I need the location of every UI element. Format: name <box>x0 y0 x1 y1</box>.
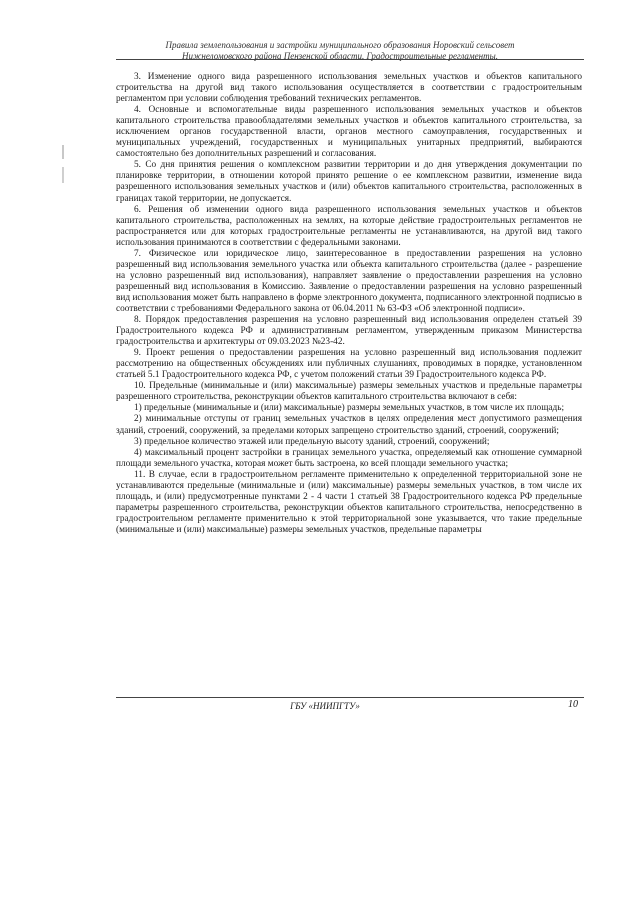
paragraph: 5. Со дня принятия решения о комплексном развитии территории и до дня утверждения документации по планировке территории, в отношении которой принято решение о ее комплексном развитии, изменение вида разрешенного использования земельных участков и (или) объектов капитального строительства, расположенных в границах такой территории, не допускается. <box>116 160 582 204</box>
header-line-2: Нижнеломовского района Пензенской области. Градостроительные регламенты. <box>182 51 498 61</box>
list-item: 3) предельное количество этажей или предельную высоту зданий, строений, сооружений; <box>134 436 490 447</box>
header-divider <box>116 59 584 60</box>
paragraph: 4. Основные и вспомогательные виды разрешенного использования земельных участков и объектов капитального строительства правообладателями земельных участков и объектов капитального строительства, за исключением органов государственной власти, органов местного самоуправления, государственных и муниципальных учреждений, государственных и муниципальных унитарных предприятий, выбираются самостоятельно без дополнительных разрешений и согласования. <box>116 105 582 160</box>
paragraph: 8. Порядок предоставления разрешения на условно разрешенный вид использования определен статьей 39 Градостроительного кодекса РФ и административным регламентом, утвержденным приказом Министерства градостроительства и архитектуры от 09.03.2023 №23-42. <box>116 315 582 348</box>
list-item: 1) предельные (минимальные и (или) максимальные) размеры земельных участков, в том числе их площадь; <box>134 403 565 414</box>
list-item: 2) минимальные отступы от границ земельных участков в целях определения мест допустимого размещения зданий, строений, сооружений, за пределами которых запрещено строительство зданий, строений, сооружений; <box>116 414 582 436</box>
margin-scan-marks <box>60 145 70 185</box>
paragraph: 7. Физическое или юридическое лицо, заинтересованное в предоставлении разрешения на условно разрешенный вид использования земельного участка или объекта капитального строительства (далее - разрешение на условно разрешенный вид использования), направляет заявление о предоставлении разрешения на условно разрешенный вид использования в Комиссию. Заявление о предоставлении разрешения на условно разрешенный вид использования может быть направлено в форме электронного документа, подписанного электронной подписью в соответствии с требованиями Федерального закона от 06.04.2011 № 63-ФЗ «Об электронной подписи». <box>116 248 582 314</box>
list-item: 4) максимальный процент застройки в границах земельного участка, определяемый как отношение суммарной площади земельного участка, которая может быть застроена, ко всей площади земельного участка; <box>116 447 582 469</box>
paragraph: 6. Решения об изменении одного вида разрешенного использования земельных участков и объектов капитального строительства, расположенных на землях, на которые действие градостроительных регламентов не распространяется или для которых градостроительные регламенты не устанавливаются, на другой вид такого использования принимаются в соответствии с федеральными законами. <box>116 204 582 248</box>
footer-organization: ГБУ «НИИПГТУ» <box>290 701 360 711</box>
footer-divider <box>116 697 584 698</box>
paragraph: 3. Изменение одного вида разрешенного использования земельных участков и объектов капитального строительства на другой вид такого использования осуществляется в соответствии с градостроительным регламентом при условии соблюдения требований технических регламентов. <box>116 72 582 105</box>
paragraph: 10. Предельные (минимальные и (или) максимальные) размеры земельных участков и предельные параметры разрешенного строительства, реконструкции объектов капитального строительства включают в себя: <box>116 381 582 403</box>
page-number: 10 <box>568 699 578 710</box>
header-line-1: Правила землепользования и застройки муниципального образования Норовский сельсовет <box>165 40 515 50</box>
paragraph: 9. Проект решения о предоставлении разрешения на условно разрешенный вид использования подлежит рассмотрению на общественных обсуждениях или публичных слушаниях, проводимых в порядке, установленном статьей 5.1 Градостроительного кодекса РФ, с учетом положений статьи 39 Градостроительного кодекса РФ. <box>116 348 582 381</box>
paragraph: 11. В случае, если в градостроительном регламенте применительно к определенной территориальной зоне не устанавливаются предельные (минимальные и (или) максимальные) размеры земельных участков, в том числе их площадь, и (или) предусмотренные пунктами 2 - 4 части 1 статьей 38 Градостроительного кодекса РФ предельные параметры разрешенного строительства, реконструкции объектов капитального строительства, непосредственно в градостроительном регламенте применительно к этой территориальной зоне указывается, что такие предельные (минимальные и (или) максимальные) размеры земельных участков, предельные параметры <box>116 469 582 535</box>
document-body <box>116 72 582 536</box>
